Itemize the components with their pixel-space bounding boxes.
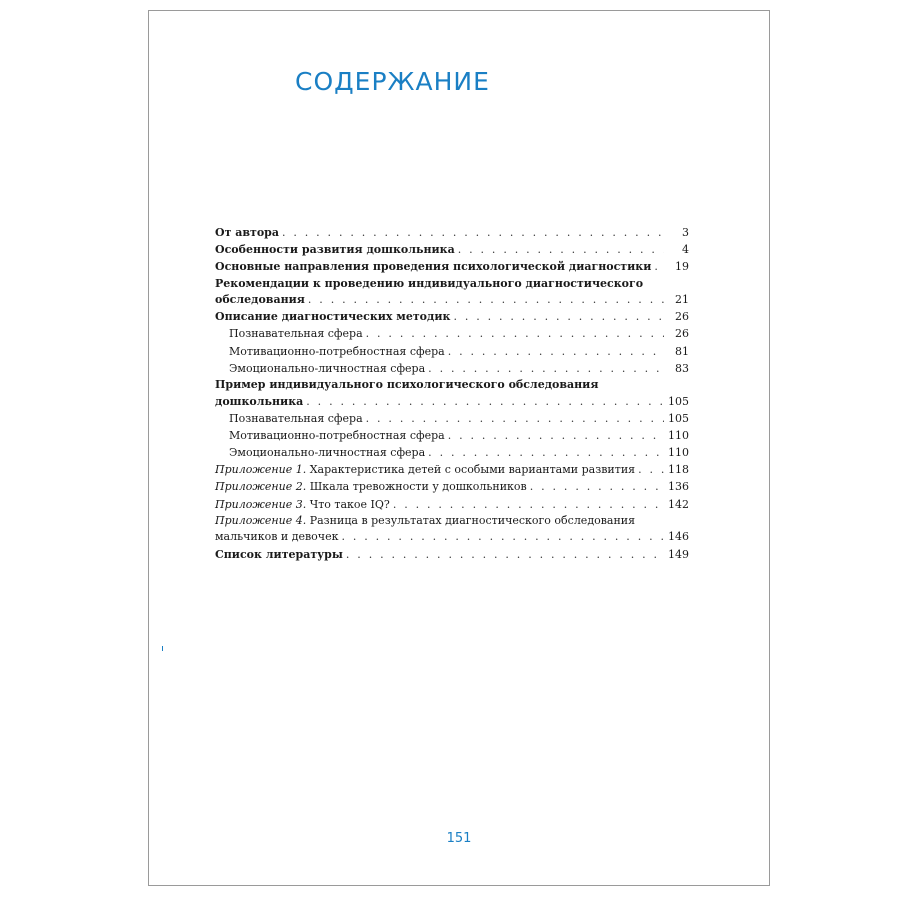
page-number: 151 [446, 831, 472, 846]
toc-entry-page: 105 [668, 411, 689, 425]
toc-subentry-emotional[interactable] [215, 360, 689, 377]
dot-leader [654, 258, 664, 275]
toc-entry-title: Эмоционально-личностная сфера [229, 361, 426, 375]
appendix-label: Приложение 2. [215, 480, 307, 494]
dot-leader [366, 410, 664, 427]
toc-entry-bibliography[interactable] [215, 546, 689, 563]
toc-entry-title-line2: мальчиков и девочек [215, 530, 339, 544]
margin-mark [162, 646, 163, 651]
appendix-label: Приложение 3. [215, 497, 307, 511]
toc-entry-page: 105 [668, 394, 689, 408]
toc-entry-title: Список литературы [215, 547, 343, 561]
toc-entry-page: 83 [675, 361, 689, 375]
toc-entry-development-features[interactable] [215, 241, 689, 258]
toc-entry-from-author[interactable] [215, 224, 689, 241]
dot-leader [393, 496, 664, 513]
toc-entry-title-line2: обследования [215, 293, 305, 307]
toc-entry-methods-description[interactable] [215, 308, 689, 325]
toc-subentry-emotional[interactable] [215, 444, 689, 461]
toc-entry-page: 118 [668, 463, 689, 477]
toc-entry-page: 149 [668, 547, 689, 561]
appendix-title: Шкала тревожности у дошкольников [309, 480, 527, 494]
toc-entry-title [215, 478, 527, 495]
toc-entry-title-line2: дошкольника [215, 394, 304, 408]
toc-entry-page: 3 [682, 226, 689, 239]
toc-entry-appendix-1[interactable] [215, 461, 689, 478]
toc-entry-title: Основные направления проведения психологической диагностики [215, 260, 652, 274]
toc-subentry-motivational[interactable] [215, 343, 689, 360]
dot-leader [453, 308, 664, 325]
toc-entry-page: 110 [668, 446, 689, 460]
toc-entry-title-line1 [215, 513, 689, 529]
toc-entry-appendix-4[interactable] [215, 513, 689, 546]
toc-entry-title: Эмоционально-личностная сфера [229, 446, 426, 460]
toc-entry-page: 142 [668, 497, 689, 511]
dot-leader [638, 461, 664, 478]
toc-entry-title [215, 461, 635, 478]
toc-entry-page: 21 [675, 293, 689, 307]
dot-leader [458, 241, 664, 258]
toc-entry-title: От автора [215, 226, 279, 239]
toc-entry-page: 19 [675, 260, 689, 274]
dot-leader [341, 528, 664, 545]
dot-leader [448, 343, 664, 360]
toc-subentry-cognitive[interactable] [215, 410, 689, 427]
toc-entry-page: 26 [675, 310, 689, 324]
table-of-contents [215, 224, 689, 563]
toc-entry-title: Мотивационно-потребностная сфера [229, 428, 445, 442]
toc-entry-example-examination[interactable] [215, 377, 689, 410]
toc-entry-page: 26 [675, 327, 689, 341]
dot-leader [428, 444, 664, 461]
toc-entry-main-directions[interactable] [215, 258, 689, 275]
dot-leader [428, 360, 664, 377]
dot-leader [306, 393, 664, 410]
toc-entry-title-line1: Рекомендации к проведению индивидуального диагностического [215, 276, 644, 290]
appendix-label: Приложение 4. [215, 513, 307, 527]
toc-entry-title [215, 496, 390, 513]
toc-subentry-motivational[interactable] [215, 427, 689, 444]
toc-entry-appendix-3[interactable] [215, 496, 689, 513]
dot-leader [346, 546, 664, 563]
toc-entry-page: 146 [668, 530, 689, 544]
appendix-title: Разница в результатах диагностического обследования [309, 513, 636, 527]
dot-leader [366, 325, 664, 342]
appendix-title: Характеристика детей с особыми вариантами развития [309, 463, 636, 477]
toc-subentry-cognitive[interactable] [215, 325, 689, 342]
toc-entry-page: 110 [668, 428, 689, 442]
dot-leader [282, 224, 664, 241]
dot-leader [308, 291, 664, 308]
dot-leader [530, 478, 664, 495]
toc-entry-appendix-2[interactable] [215, 478, 689, 495]
toc-entry-title: Познавательная сфера [229, 411, 363, 425]
appendix-label: Приложение 1. [215, 463, 307, 477]
book-page [148, 10, 770, 886]
toc-entry-title-line1: Пример индивидуального психологического обследования [215, 378, 599, 391]
page-title: СОДЕРЖАНИЕ [295, 67, 490, 96]
dot-leader [448, 427, 664, 444]
toc-entry-recommendations[interactable] [215, 276, 689, 309]
toc-entry-title: Мотивационно-потребностная сфера [229, 344, 445, 358]
toc-entry-page: 4 [682, 243, 689, 257]
toc-entry-title: Особенности развития дошкольника [215, 243, 455, 257]
toc-entry-title: Познавательная сфера [229, 327, 363, 341]
toc-entry-page: 81 [675, 344, 689, 358]
appendix-title: Что такое IQ? [309, 497, 390, 511]
toc-entry-title: Описание диагностических методик [215, 310, 451, 324]
toc-entry-page: 136 [668, 480, 689, 494]
